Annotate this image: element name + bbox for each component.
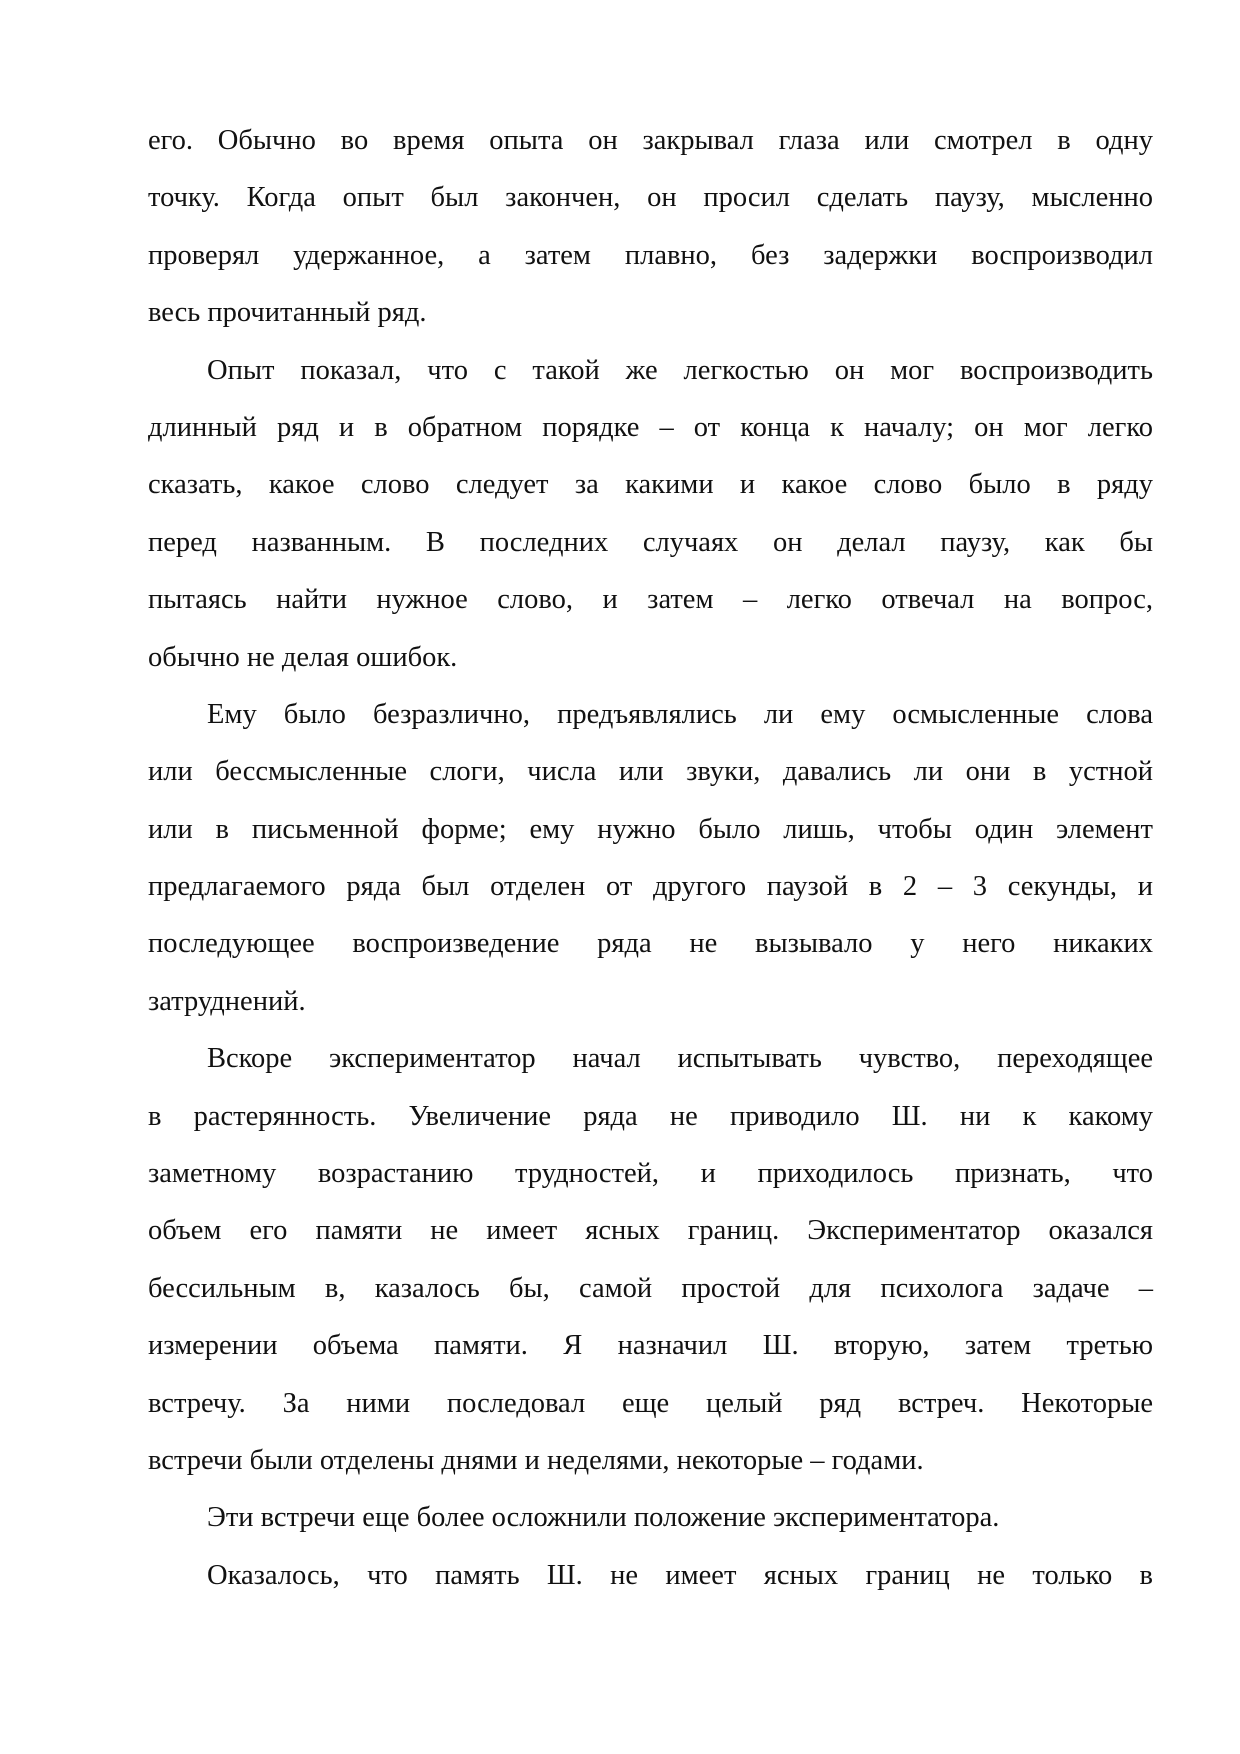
- text-line: проверял удержанное, а затем плавно, без задержки воспроизводил: [148, 239, 1153, 271]
- paragraph: [148, 1547, 1153, 1604]
- text-line: Опыт показал, что с такой же легкостью он мог воспроизводить: [207, 354, 1153, 386]
- text-line: сказать, какое слово следует за какими и какое слово было в ряду: [148, 469, 1153, 501]
- text-line: предлагаемого ряда был отделен от другого паузой в 2 – 3 секунды, и: [148, 871, 1153, 903]
- text-line: обычно не делая ошибок.: [148, 641, 458, 673]
- paragraph: [148, 342, 1153, 686]
- paragraph: [148, 686, 1153, 1030]
- paragraph: [148, 1489, 1153, 1546]
- text-line: Оказалось, что память Ш. не имеет ясных границ не только в: [207, 1559, 1153, 1591]
- text-line: Вскоре экспериментатор начал испытывать чувство, переходящее: [207, 1043, 1153, 1075]
- text-line: точку. Когда опыт был закончен, он просил сделать паузу, мысленно: [148, 182, 1153, 214]
- text-line: перед названным. В последних случаях он делал паузу, как бы: [148, 526, 1153, 558]
- text-line: встречи были отделены днями и неделями, некоторые – годами.: [148, 1444, 924, 1476]
- text-line: измерении объема памяти. Я назначил Ш. вторую, затем третью: [148, 1330, 1153, 1362]
- paragraph: [148, 112, 1153, 342]
- document-page: [148, 112, 1153, 1604]
- text-line: пытаясь найти нужное слово, и затем – легко отвечал на вопрос,: [148, 584, 1153, 616]
- text-line: заметному возрастанию трудностей, и приходилось признать, что: [148, 1158, 1153, 1190]
- paragraph: [148, 1030, 1153, 1489]
- text-line: последующее воспроизведение ряда не вызывало у него никаких: [148, 928, 1153, 960]
- text-line: длинный ряд и в обратном порядке – от конца к началу; он мог легко: [148, 411, 1153, 443]
- text-line: объем его памяти не имеет ясных границ. Экспериментатор оказался: [148, 1215, 1153, 1247]
- text-line: весь прочитанный ряд.: [148, 297, 427, 329]
- text-line: или бессмысленные слоги, числа или звуки, давались ли они в устной: [148, 756, 1153, 788]
- text-line: затруднений.: [148, 985, 306, 1017]
- text-line: или в письменной форме; ему нужно было лишь, чтобы один элемент: [148, 813, 1153, 845]
- text-line: Ему было безразлично, предъявлялись ли ему осмысленные слова: [207, 698, 1153, 730]
- text-line: в растерянность. Увеличение ряда не приводило Ш. ни к какому: [148, 1100, 1153, 1132]
- text-line: бессильным в, казалось бы, самой простой для психолога задаче –: [148, 1272, 1153, 1304]
- text-line: его. Обычно во время опыта он закрывал глаза или смотрел в одну: [148, 125, 1153, 156]
- text-line: встречу. За ними последовал еще целый ряд встреч. Некоторые: [148, 1387, 1153, 1419]
- text-line: Эти встречи еще более осложнили положение экспериментатора.: [207, 1502, 1000, 1534]
